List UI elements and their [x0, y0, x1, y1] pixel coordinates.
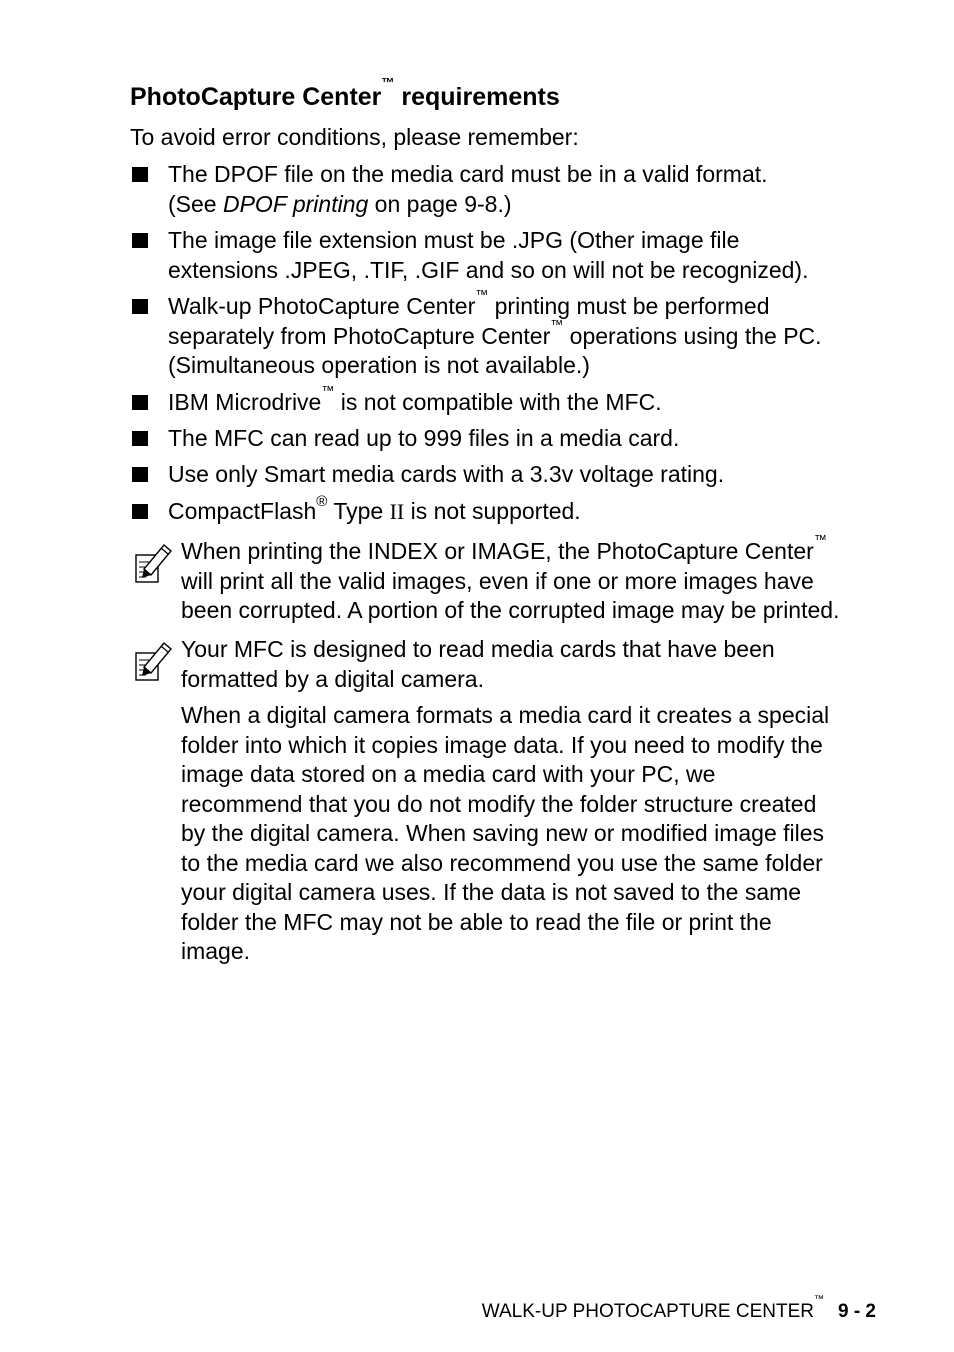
list-item: [130, 460, 890, 490]
paragraph-line: your digital camera uses. If the data is not saved to the same: [181, 879, 802, 905]
note-box: [134, 635, 894, 694]
paragraph-line: folder the MFC may not be able to read the file or print the: [181, 908, 772, 935]
trademark-symbol: ™: [321, 383, 335, 398]
list-item-text: [168, 160, 890, 219]
cross-reference: DPOF printing: [222, 190, 369, 217]
list-item-line: The DPOF file on the media card must be in a valid format.: [168, 161, 768, 187]
bullet-square-icon: [130, 497, 154, 527]
list-item: [130, 383, 890, 418]
roman-numeral: II: [389, 499, 405, 524]
paragraph-line: by the digital camera. When saving new or modified image files: [181, 820, 825, 846]
paragraph-line: to the media card we also recommend you use the same folder: [181, 849, 823, 876]
paragraph-line: image data stored on a media card with your PC, we: [181, 761, 716, 787]
bullet-square-icon: [130, 226, 154, 256]
paragraph-line: recommend that you do not modify the folder structure created: [181, 790, 817, 817]
text-run: on page 9-8.): [368, 190, 512, 217]
note-pencil-icon: [134, 641, 174, 683]
heading-text-rest: requirements: [394, 83, 560, 111]
list-item: [130, 226, 890, 285]
list-item-line: Use only Smart media cards with a 3.3v voltage rating.: [168, 461, 725, 487]
note-paragraph: [181, 701, 829, 967]
note-box: [134, 532, 894, 626]
list-item: [130, 493, 890, 527]
trademark-symbol: ™: [550, 316, 564, 332]
list-item-line: The image file extension must be .JPG (Other image file: [168, 227, 740, 253]
list-item-text: [168, 287, 890, 381]
page-number: 9 - 2: [837, 1301, 876, 1322]
page-footer: [481, 1294, 876, 1326]
list-item: [130, 287, 890, 381]
text-run: IBM Microdrive: [168, 389, 322, 415]
note-line: been corrupted. A portion of the corrupted image may be printed.: [181, 597, 840, 623]
note-line: Your MFC is designed to read media cards that have been: [181, 636, 775, 662]
text-run: (See: [168, 190, 223, 217]
text-run: separately from PhotoCapture Center: [168, 322, 551, 349]
list-item-text: [168, 226, 890, 285]
list-item-text: [168, 460, 890, 490]
list-item-line: extensions .JPEG, .TIF, .GIF and so on will not be recognized).: [168, 256, 809, 283]
text-run: is not supported.: [404, 498, 581, 524]
list-item-line: [168, 493, 890, 527]
trademark-symbol: ™: [813, 532, 827, 547]
list-item-line: [168, 383, 890, 418]
bullet-square-icon: [130, 292, 154, 322]
note-line: formatted by a digital camera.: [181, 665, 484, 692]
paragraph-line: folder into which it copies image data. If you need to modify the: [181, 731, 823, 758]
text-run: Walk-up PhotoCapture Center: [168, 293, 476, 319]
intro-text: To avoid error conditions, please remember:: [130, 124, 579, 150]
list-item-line: (Simultaneous operation is not available.): [168, 352, 590, 378]
text-run: operations using the PC.: [563, 322, 822, 349]
list-item-text: [168, 383, 890, 418]
trademark-symbol: ™: [381, 75, 395, 90]
heading-text: PhotoCapture Center: [130, 83, 382, 111]
list-item: [130, 424, 890, 454]
list-item-line: [168, 287, 890, 322]
list-item-text: [168, 493, 890, 527]
text-run: When printing the INDEX or IMAGE, the PhotoCapture Center: [181, 538, 814, 564]
bullet-square-icon: [130, 388, 154, 418]
list-item-line: The MFC can read up to 999 files in a media card.: [168, 425, 680, 451]
registered-symbol: ®: [316, 493, 328, 510]
note-line: will print all the valid images, even if one or more images have: [181, 567, 814, 594]
note-text: [181, 635, 894, 694]
list-item-line: [168, 190, 890, 220]
text-run: is not compatible with the MFC.: [334, 389, 662, 415]
list-item-line: [168, 316, 890, 352]
text-run: printing must be performed: [488, 293, 770, 319]
paragraph-line: image.: [181, 938, 251, 964]
list-item: [130, 160, 890, 219]
section-heading: [130, 75, 560, 114]
text-run: CompactFlash: [168, 498, 317, 524]
text-run: Type: [327, 498, 390, 524]
note-line: [181, 532, 894, 567]
paragraph-line: When a digital camera formats a media card it creates a special: [181, 702, 830, 728]
note-pencil-icon: [134, 543, 174, 585]
bullet-square-icon: [130, 424, 154, 454]
trademark-symbol: ™: [813, 1294, 824, 1305]
trademark-symbol: ™: [475, 287, 489, 302]
footer-section-title: WALK-UP PHOTOCAPTURE CENTER: [481, 1301, 814, 1322]
list-item-text: [168, 424, 890, 454]
bullet-square-icon: [130, 160, 154, 190]
bullet-square-icon: [130, 460, 154, 490]
note-text: [181, 532, 894, 626]
